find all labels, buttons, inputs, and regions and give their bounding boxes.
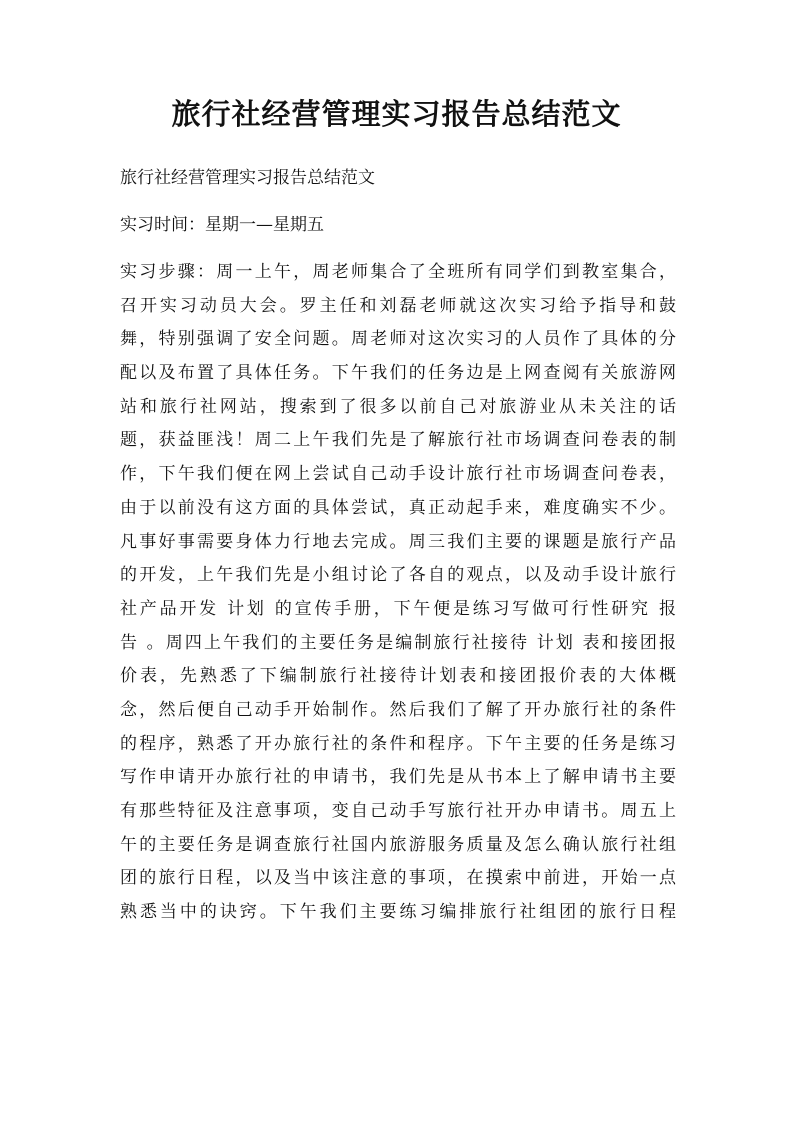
paragraph-line: 作，下午我们便在网上尝试自己动手设计旅行社市场调查问卷表， bbox=[120, 464, 676, 485]
paragraph-line: 午的主要任务是调查旅行社国内旅游服务质量及怎么确认旅行社组 bbox=[120, 834, 676, 855]
paragraph-line: 凡事好事需要身体力行地去完成。周三我们主要的课题是旅行产品 bbox=[120, 531, 676, 552]
paragraph-line: 题，获益匪浅！周二上午我们先是了解旅行社市场调查问卷表的制 bbox=[120, 430, 676, 451]
paragraph-line: 站和旅行社网站，搜索到了很多以前自己对旅游业从未关注的话 bbox=[120, 396, 676, 417]
document-title: 旅行社经营管理实习报告总结范文 bbox=[171, 97, 622, 131]
paragraph-line: 念，然后便自己动手开始制作。然后我们了解了开办旅行社的条件 bbox=[120, 699, 676, 720]
internship-steps-paragraph bbox=[120, 256, 676, 930]
paragraph-line: 的程序，熟悉了开办旅行社的条件和程序。下午主要的任务是练习 bbox=[120, 733, 676, 754]
paragraph-line: 配以及布置了具体任务。下午我们的任务边是上网查阅有关旅游网 bbox=[120, 363, 676, 384]
paragraph-line: 告 。周四上午我们的主要任务是编制旅行社接待 计划 表和接团报 bbox=[120, 632, 676, 653]
paragraph-line: 舞，特别强调了安全问题。周老师对这次实习的人员作了具体的分 bbox=[120, 329, 676, 350]
internship-time: 实习时间：星期一—星期五 bbox=[120, 215, 324, 235]
document-subtitle: 旅行社经营管理实习报告总结范文 bbox=[120, 168, 375, 188]
paragraph-line: 的开发，上午我们先是小组讨论了各自的观点，以及动手设计旅行 bbox=[120, 565, 676, 586]
paragraph-line: 社产品开发 计划 的宣传手册，下午便是练习写做可行性研究 报 bbox=[120, 598, 676, 619]
paragraph-line: 团的旅行日程，以及当中该注意的事项，在摸索中前进，开始一点 bbox=[120, 868, 676, 889]
paragraph-line: 实习步骤：周一上午，周老师集合了全班所有同学们到教室集合， bbox=[120, 262, 676, 282]
paragraph-line: 价表，先熟悉了下编制旅行社接待计划表和接团报价表的大体概 bbox=[120, 666, 676, 687]
paragraph-line: 有那些特征及注意事项，变自己动手写旅行社开办申请书。周五上 bbox=[120, 801, 676, 821]
paragraph-line: 召开实习动员大会。罗主任和刘磊老师就这次实习给予指导和鼓 bbox=[120, 295, 676, 316]
paragraph-line: 熟悉当中的诀窍。下午我们主要练习编排旅行社组团的旅行日程 bbox=[120, 902, 676, 923]
paragraph-line: 由于以前没有这方面的具体尝试，真正动起手来，难度确实不少。 bbox=[120, 497, 676, 518]
paragraph-line: 写作申请开办旅行社的申请书，我们先是从书本上了解申请书主要 bbox=[120, 767, 676, 788]
